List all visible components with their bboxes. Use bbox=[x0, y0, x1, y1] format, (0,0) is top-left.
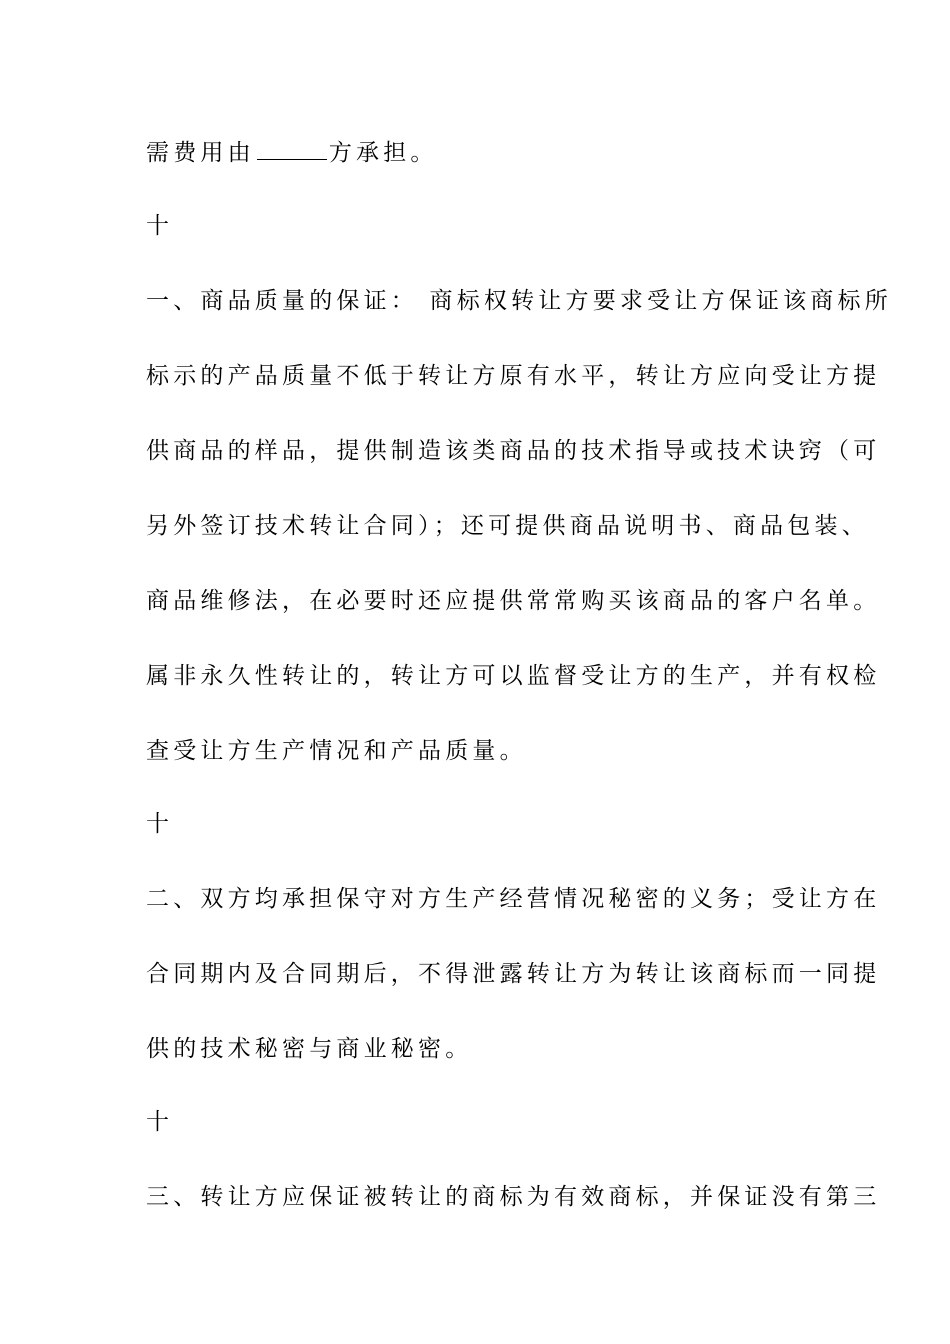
fill-in-blank bbox=[257, 141, 327, 160]
text-line: 另外签订技术转让合同）；还可提供商品说明书、商品包装、 bbox=[146, 513, 869, 539]
text-line: 供的技术秘密与商业秘密。 bbox=[146, 1036, 473, 1062]
text-line: 商品维修法，在必要时还应提供常常购买该商品的客户名单。 bbox=[146, 588, 881, 614]
text-line: 属非永久性转让的，转让方可以监督受让方的生产，并有权检 bbox=[146, 663, 881, 689]
text-line: 查受让方生产情况和产品质量。 bbox=[146, 738, 527, 764]
cost-text-after-blank: 方承担。 bbox=[328, 140, 438, 166]
text-line: 标示的产品质量不低于转让方原有水平，转让方应向受让方提 bbox=[146, 363, 881, 389]
text-line: 三、转让方应保证被转让的商标为有效商标，并保证没有第三 bbox=[146, 1184, 881, 1210]
text-line: 二、双方均承担保守对方生产经营情况秘密的义务；受让方在 bbox=[146, 886, 881, 912]
cost-text-before-blank: 需费用由 bbox=[146, 140, 255, 166]
section-marker: 十 bbox=[146, 811, 174, 837]
text-line: 合同期内及合同期后，不得泄露转让方为转让该商标而一同提 bbox=[146, 961, 881, 987]
text-line-cost bbox=[146, 138, 826, 168]
text-line: 供商品的样品，提供制造该类商品的技术指导或技术诀窍（可 bbox=[146, 438, 881, 464]
section-marker: 十 bbox=[146, 1109, 174, 1135]
section-marker: 十 bbox=[146, 213, 174, 239]
text-line: 一、商品质量的保证： 商标权转让方要求受让方保证该商标所 bbox=[146, 288, 892, 314]
